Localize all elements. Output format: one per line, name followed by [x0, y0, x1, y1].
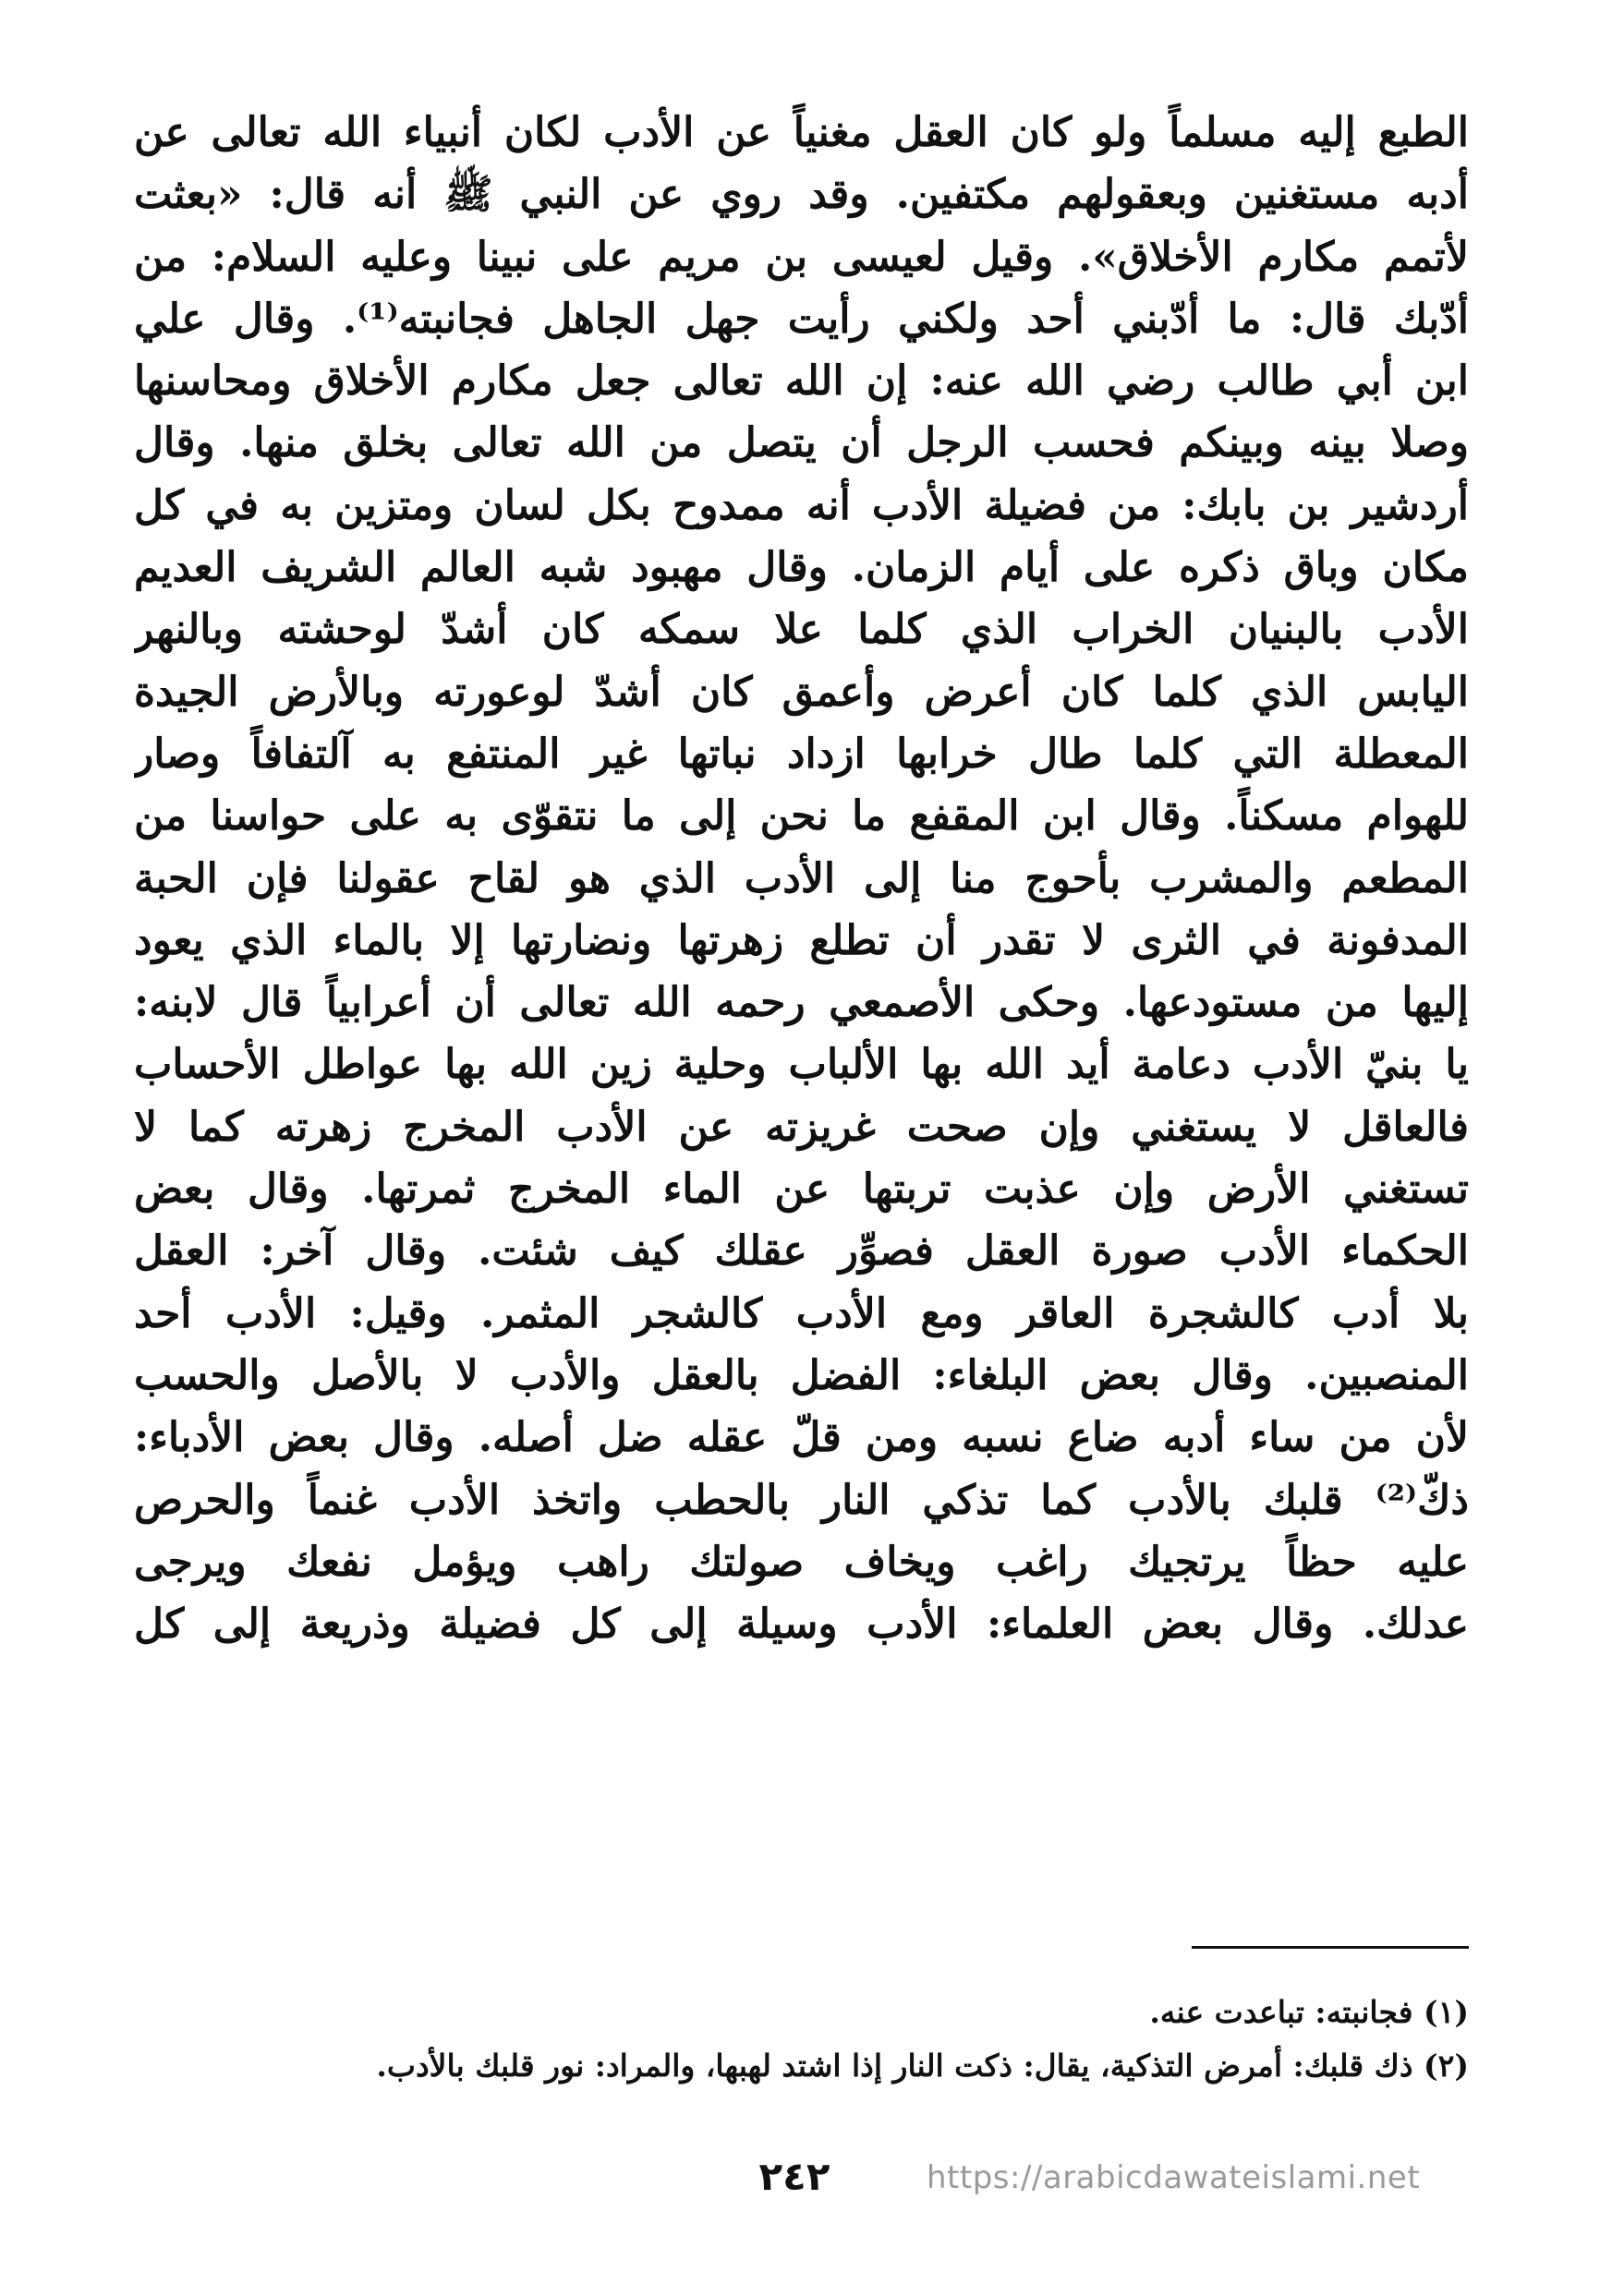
text-line: مكان وباق ذكره على أيام الزمان. وقال مهبود شبه العالم الشريف العديم	[134, 544, 1469, 592]
text-line: الأدب بالبنيان الخراب الذي كلما علا سمكه كان أشدّ لوحشته وبالنهر	[134, 606, 1469, 654]
watermark-url: https://arabicdawateislami.net	[927, 2159, 1421, 2196]
footnote-2: (٢) ذك قلبك: أمرض التذكية، يقال: ذكت النار إذا اشتد لهبها، والمراد: نور قلبك بالأدب.	[376, 2048, 1469, 2084]
text-line: ابن أبي طالب رضي الله عنه: إن الله تعالى جعل مكارم الأخلاق ومحاسنها	[134, 357, 1469, 405]
page-number: ٢٤٢	[758, 2154, 830, 2199]
text-line: يا بنيّ الأدب دعامة أيد الله بها الألباب وحلية زين الله بها عواطل الأحساب	[134, 1041, 1469, 1089]
footnote-divider	[1192, 1946, 1469, 1949]
text-line: المعطلة التي كلما طال خرابها ازداد نباتها غير المنتفع به آلتفافاً وصار	[134, 730, 1469, 778]
text-line: المنصبين. وقال بعض البلغاء: الفضل بالعقل والأدب لا بالأصل والحسب	[134, 1351, 1469, 1399]
text-line: عليه حظاً يرتجيك راغب ويخاف صولتك راهب ويؤمل نفعك ويرجى	[134, 1538, 1469, 1586]
text-line: تستغني الأرض وإن عذبت تربتها عن الماء المخرج ثمرتها. وقال بعض	[134, 1166, 1469, 1214]
text-line: فالعاقل لا يستغني وإن صحت غريزته عن الأدب المخرج زهرته كما لا	[134, 1103, 1469, 1151]
text-line: أدبه مستغنين وبعقولهم مكتفين. وقد روي عن النبي ﷺ أنه قال: «بعثت	[134, 171, 1469, 219]
footnote-1: (١) فجانبته: تباعدت عنه.	[1149, 1994, 1469, 2030]
text-line: لأن من ساء أدبه ضاع نسبه ومن قلّ عقله ضل أصله. وقال بعض الأدباء:	[134, 1414, 1469, 1462]
text-line: لأتمم مكارم الأخلاق». وقيل لعيسى بن مريم على نبينا وعليه السلام: من	[134, 233, 1469, 281]
text-line: المطعم والمشرب بأحوج منا إلى الأدب الذي هو لقاح عقولنا فإن الحبة	[134, 854, 1469, 902]
footnotes	[139, 1986, 1469, 2093]
text-line: إليها من مستودعها. وحكى الأصمعي رحمه الله تعالى أن أعرابياً قال لابنه:	[134, 979, 1469, 1027]
text-line: الحكماء الأدب صورة العقل فصوِّر عقلك كيف شئت. وقال آخر: العقل	[134, 1227, 1469, 1275]
text-line: ذكّ⁽²⁾ قلبك بالأدب كما تذكي النار بالحطب واتخذ الأدب غنماً والحرص	[134, 1476, 1469, 1524]
text-line: الطبع إليه مسلماً ولو كان العقل مغنياً عن الأدب لكان أنبياء الله تعالى عن	[134, 109, 1469, 156]
text-line: أردشير بن بابك: من فضيلة الأدب أنه ممدوح بكل لسان ومتزين به في كل	[134, 481, 1469, 529]
text-line: عدلك. وقال بعض العلماء: الأدب وسيلة إلى كل فضيلة وذريعة إلى كل	[134, 1601, 1469, 1649]
text-line: اليابس الذي كلما كان أعرض وأعمق كان أشدّ لوعورته وبالأرض الجيدة	[134, 668, 1469, 716]
main-text-block	[134, 102, 1469, 1655]
text-line: أدّبك قال: ما أدّبني أحد ولكني رأيت جهل الجاهل فجانبته⁽¹⁾. وقال علي	[134, 295, 1469, 343]
text-line: بلا أدب كالشجرة العاقر ومع الأدب كالشجر المثمر. وقيل: الأدب أحد	[134, 1289, 1469, 1337]
text-line: للهوام مسكناً. وقال ابن المقفع ما نحن إلى ما نتقوّى به على حواسنا من	[134, 792, 1469, 840]
text-line: وصلا بينه وبينكم فحسب الرجل أن يتصل من الله تعالى بخلق منها. وقال	[134, 419, 1469, 467]
text-line: المدفونة في الثرى لا تقدر أن تطلع زهرتها ونضارتها إلا بالماء الذي يعود	[134, 916, 1469, 964]
